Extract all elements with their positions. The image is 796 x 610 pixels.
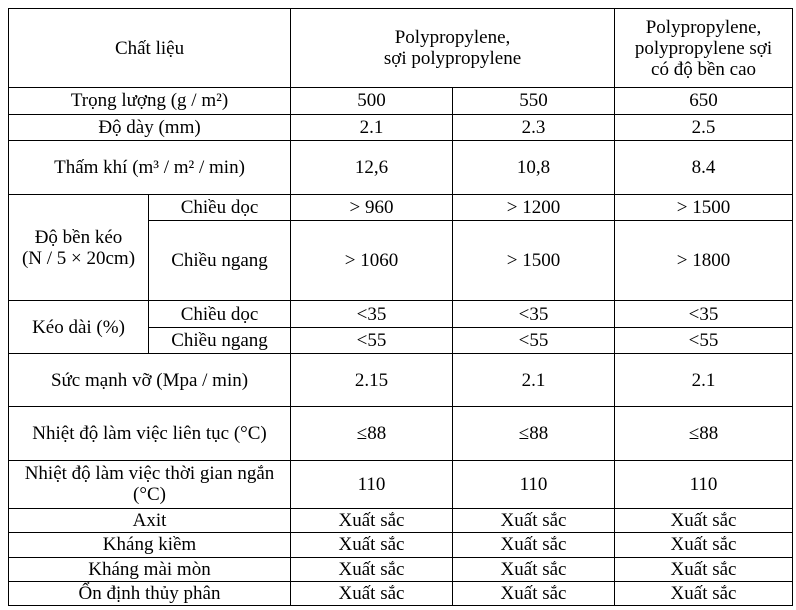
cell-value: 12,6 xyxy=(291,140,453,194)
table-row-tensile-longitudinal xyxy=(9,194,793,220)
cell-value: 110 xyxy=(453,460,615,508)
sub-label: Chiều dọc xyxy=(149,301,291,327)
cell-value: > 960 xyxy=(291,194,453,220)
table-row-acid xyxy=(9,509,793,533)
cell-value: 2.1 xyxy=(453,354,615,407)
cell-value: Xuất sắc xyxy=(453,533,615,557)
cell-value: 2.3 xyxy=(453,114,615,140)
cell-value: <35 xyxy=(291,301,453,327)
cell-value: 110 xyxy=(615,460,793,508)
table-row-abrasion xyxy=(9,557,793,581)
col-header-line: có độ bền cao xyxy=(651,58,757,80)
row-label: Kháng kiềm xyxy=(9,533,291,557)
table-row-elongation-longitudinal xyxy=(9,301,793,327)
col-header-polypropylene xyxy=(291,9,615,88)
sub-label: Chiều dọc xyxy=(149,194,291,220)
col-header-line: sợi polypropylene xyxy=(383,48,522,70)
cell-value: Xuất sắc xyxy=(615,509,793,533)
table-row-hydrolysis xyxy=(9,581,793,605)
sub-label: Chiều ngang xyxy=(149,327,291,353)
spec-table xyxy=(8,8,793,606)
cell-value: > 1200 xyxy=(453,194,615,220)
row-label xyxy=(9,460,291,508)
row-label-line: (N / 5 × 20cm) xyxy=(21,247,136,269)
cell-value: > 1500 xyxy=(615,194,793,220)
cell-value: <55 xyxy=(615,327,793,353)
row-label: Độ dày (mm) xyxy=(9,114,291,140)
cell-value: 550 xyxy=(453,88,615,114)
cell-value: 8.4 xyxy=(615,140,793,194)
sub-label: Chiều ngang xyxy=(149,221,291,301)
row-label-line: Độ bền kéo xyxy=(34,226,123,248)
cell-value: ≤88 xyxy=(453,406,615,460)
cell-value: Xuất sắc xyxy=(291,533,453,557)
table-row-short-term-temp xyxy=(9,460,793,508)
material-header: Chất liệu xyxy=(9,9,291,88)
cell-value: Xuất sắc xyxy=(453,557,615,581)
cell-value: <55 xyxy=(453,327,615,353)
row-group-label-elongation: Kéo dài (%) xyxy=(9,301,149,354)
row-group-label-tensile xyxy=(9,194,149,301)
cell-value: <55 xyxy=(291,327,453,353)
cell-value: 110 xyxy=(291,460,453,508)
cell-value: 2.5 xyxy=(615,114,793,140)
row-label: Kháng mài mòn xyxy=(9,557,291,581)
col-header-high-strength xyxy=(615,9,793,88)
row-label: Thấm khí (m³ / m² / min) xyxy=(9,140,291,194)
col-header-line: polypropylene sợi xyxy=(634,37,773,59)
cell-value: Xuất sắc xyxy=(291,581,453,605)
table-row-thickness xyxy=(9,114,793,140)
row-label: Trọng lượng (g / m²) xyxy=(9,88,291,114)
row-label: Nhiệt độ làm việc liên tục (°C) xyxy=(9,406,291,460)
cell-value: ≤88 xyxy=(291,406,453,460)
table-row-weight xyxy=(9,88,793,114)
table-row-continuous-temp xyxy=(9,406,793,460)
cell-value: 2.1 xyxy=(291,114,453,140)
cell-value: Xuất sắc xyxy=(453,581,615,605)
cell-value: <35 xyxy=(615,301,793,327)
cell-value: 10,8 xyxy=(453,140,615,194)
cell-value: 500 xyxy=(291,88,453,114)
cell-value: 2.15 xyxy=(291,354,453,407)
cell-value: 2.1 xyxy=(615,354,793,407)
row-label-line: Nhiệt độ làm việc thời gian ngắn xyxy=(24,463,275,485)
cell-value: Xuất sắc xyxy=(615,557,793,581)
cell-value: Xuất sắc xyxy=(615,533,793,557)
header-row xyxy=(9,9,793,88)
col-header-line: Polypropylene, xyxy=(394,27,511,49)
cell-value: > 1500 xyxy=(453,221,615,301)
table-row-air-permeability xyxy=(9,140,793,194)
row-label: Sức mạnh vỡ (Mpa / min) xyxy=(9,354,291,407)
table-row-alkali xyxy=(9,533,793,557)
row-label-line: (°C) xyxy=(133,484,166,506)
cell-value: Xuất sắc xyxy=(453,509,615,533)
cell-value: > 1800 xyxy=(615,221,793,301)
cell-value: 650 xyxy=(615,88,793,114)
cell-value: ≤88 xyxy=(615,406,793,460)
row-label: Ổn định thủy phân xyxy=(9,581,291,605)
cell-value: Xuất sắc xyxy=(291,509,453,533)
table-row-burst-strength xyxy=(9,354,793,407)
cell-value: > 1060 xyxy=(291,221,453,301)
col-header-line: Polypropylene, xyxy=(645,16,762,38)
row-label: Axit xyxy=(9,509,291,533)
cell-value: <35 xyxy=(453,301,615,327)
cell-value: Xuất sắc xyxy=(615,581,793,605)
cell-value: Xuất sắc xyxy=(291,557,453,581)
